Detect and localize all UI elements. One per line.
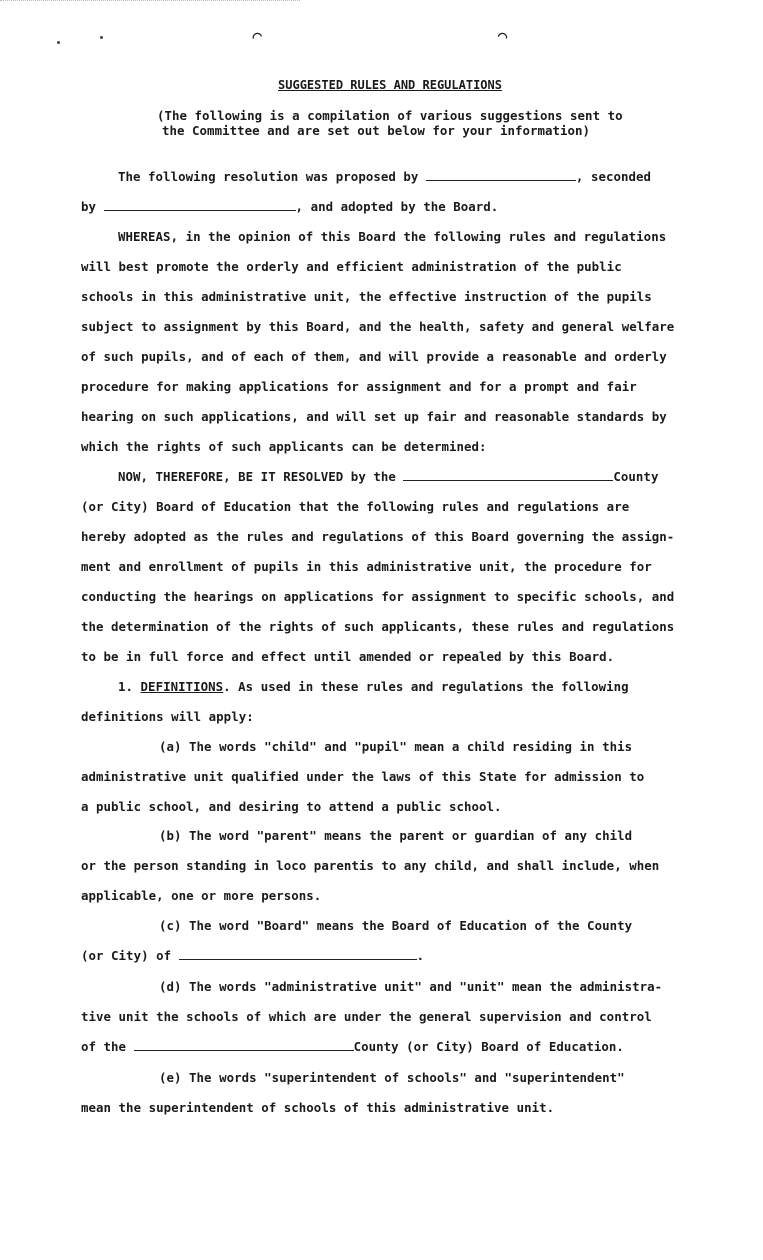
resolved-line: (or City) Board of Education that the following rules and regulations are xyxy=(81,499,630,514)
seconder-blank xyxy=(104,199,296,211)
note-line: the Committee and are set out below for your information) xyxy=(162,123,591,138)
proposer-blank xyxy=(426,169,576,181)
whereas-line: hearing on such applications, and will set up fair and reasonable standards by xyxy=(81,409,667,424)
scan-edge-dots xyxy=(0,0,300,3)
whereas-line: will best promote the orderly and efficient administration of the public xyxy=(81,259,622,274)
scan-speck xyxy=(57,41,60,44)
resolved-line: the determination of the rights of such applicants, these rules and regulations xyxy=(81,619,675,634)
definition-d-suffix: County (or City) Board of Education. xyxy=(353,1039,624,1054)
section-number: 1. xyxy=(118,679,134,694)
resolution-seconded-text: , seconded xyxy=(575,169,652,184)
city-blank xyxy=(179,948,417,960)
hole-punch-mark: ⌒ xyxy=(249,25,264,46)
definition-c-suffix: . xyxy=(416,948,425,963)
section-intro-text: . As used in these rules and regulations the following xyxy=(223,679,629,694)
definition-b-line: or the person standing in loco parentis to any child, and shall include, when xyxy=(81,858,660,873)
whereas-line: of such pupils, and of each of them, and will provide a reasonable and orderly xyxy=(81,349,667,364)
whereas-line: which the rights of such applicants can be determined: xyxy=(81,439,487,454)
definition-c-line: (c) The word "Board" means the Board of Education of the County xyxy=(159,918,633,933)
document-title: SUGGESTED RULES AND REGULATIONS xyxy=(278,78,502,92)
definition-b-line: (b) The word "parent" means the parent or guardian of any child xyxy=(159,828,633,843)
resolved-line xyxy=(118,469,658,485)
resolved-line: conducting the hearings on applications for assignment to specific schools, and xyxy=(81,589,675,604)
whereas-line: subject to assignment by this Board, and the health, safety and general welfare xyxy=(81,319,675,334)
resolution-proposed-text: The following resolution was proposed by xyxy=(118,169,419,184)
note-line: (The following is a compilation of various suggestions sent to xyxy=(157,108,623,123)
definition-a-line: (a) The words "child" and "pupil" mean a child residing in this xyxy=(159,739,633,754)
whereas-line: schools in this administrative unit, the effective instruction of the pupils xyxy=(81,289,652,304)
definition-d-line xyxy=(81,1039,624,1055)
definition-d-line: (d) The words "administrative unit" and "unit" mean the administra- xyxy=(159,979,663,994)
definition-a-line: a public school, and desiring to attend a public school. xyxy=(81,799,502,814)
whereas-line: procedure for making applications for assignment and for a prompt and fair xyxy=(81,379,637,394)
section-heading: DEFINITIONS xyxy=(140,679,224,694)
resolved-line: to be in full force and effect until amended or repealed by this Board. xyxy=(81,649,615,664)
resolution-line xyxy=(118,169,651,185)
resolution-by-text: by xyxy=(81,199,97,214)
definition-e-line: mean the superintendent of schools of this administrative unit. xyxy=(81,1100,555,1115)
resolved-county-text: County xyxy=(613,469,659,484)
hole-punch-mark: ⌒ xyxy=(496,25,510,46)
scan-speck xyxy=(100,36,103,39)
section-1-heading-line xyxy=(118,679,629,695)
definition-d-line: tive unit the schools of which are under the general supervision and control xyxy=(81,1009,652,1024)
board-county-blank xyxy=(134,1039,354,1051)
definition-d-prefix: of the xyxy=(81,1039,127,1054)
resolved-line: hereby adopted as the rules and regulations of this Board governing the assign- xyxy=(81,529,675,544)
resolution-adopted-text: , and adopted by the Board. xyxy=(295,199,499,214)
resolution-line xyxy=(81,199,498,215)
definition-c-line xyxy=(81,948,424,964)
definition-e-line: (e) The words "superintendent of schools" and "superintendent" xyxy=(159,1070,625,1085)
definition-b-line: applicable, one or more persons. xyxy=(81,888,322,903)
resolved-line: ment and enrollment of pupils in this administrative unit, the procedure for xyxy=(81,559,652,574)
county-blank xyxy=(403,469,613,481)
section-intro-line: definitions will apply: xyxy=(81,709,254,724)
definition-a-line: administrative unit qualified under the laws of this State for admission to xyxy=(81,769,645,784)
resolved-prefix-text: NOW, THEREFORE, BE IT RESOLVED by the xyxy=(118,469,396,484)
whereas-line: WHEREAS, in the opinion of this Board the following rules and regulations xyxy=(118,229,667,244)
definition-c-prefix: (or City) of xyxy=(81,948,172,963)
